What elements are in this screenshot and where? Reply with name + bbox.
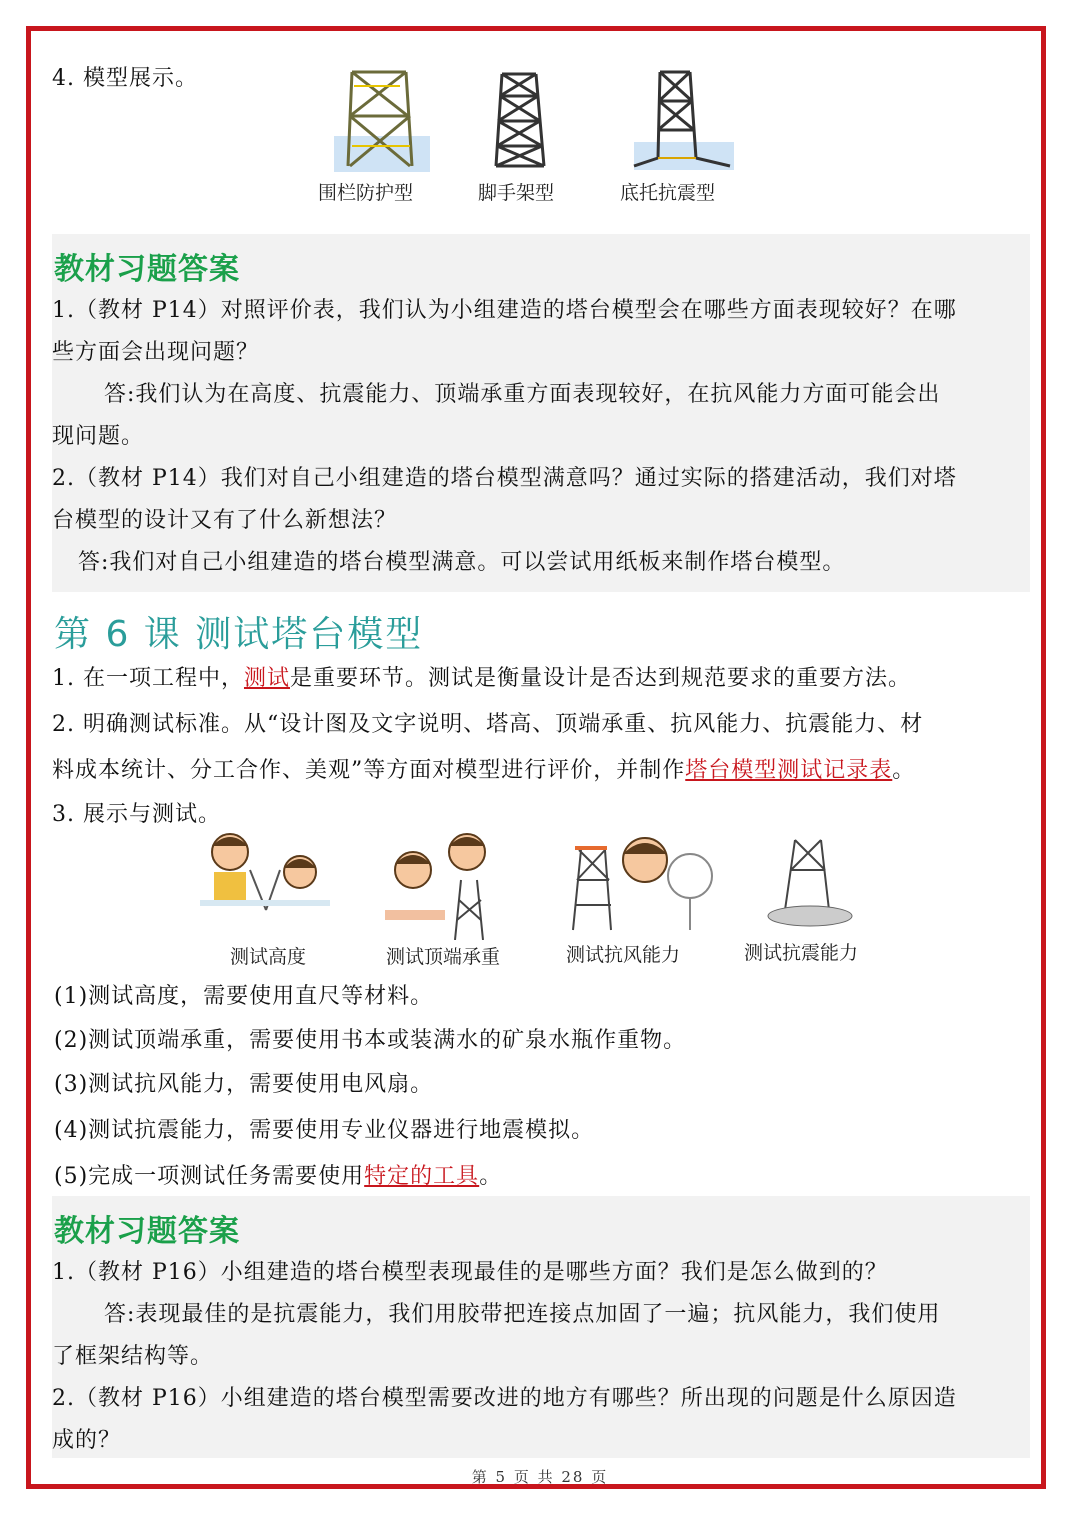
test-wind-image <box>573 838 712 930</box>
keyword-record-table: 塔台模型测试记录表 <box>685 758 893 783</box>
lesson-p2-line1: 2. 明确测试标准。从“设计图及文字说明、塔高、顶端承重、抗风能力、抗震能力、材 <box>52 712 924 737</box>
lesson-p1 <box>52 664 911 694</box>
lesson-p1-text-end: 是重要环节。测试是衡量设计是否达到规范要求的重要方法。 <box>290 666 912 691</box>
answer2-a1-line1: 答:表现最佳的是抗震能力，我们用胶带把连接点加固了一遍；抗风能力，我们使用 <box>104 1302 941 1327</box>
answer2-q1: 1.（教材 P16）小组建造的塔台模型表现最佳的是哪些方面？我们是怎么做到的？ <box>52 1260 888 1285</box>
answer1-a2: 答:我们对自己小组建造的塔台模型满意。可以尝试用纸板来制作塔台模型。 <box>78 550 846 575</box>
answer2-q2-line2: 成的？ <box>52 1428 122 1453</box>
lesson-p2-text-end: 。 <box>892 758 916 783</box>
caption-test-height: 测试高度 <box>230 946 307 968</box>
answer1-q1-line1: 1.（教材 P14）对照评价表，我们认为小组建造的塔台模型会在哪些方面表现较好？在哪 <box>52 298 957 323</box>
tower-antiseismic-image <box>634 72 734 170</box>
test-item-3: (3)测试抗风能力，需要使用电风扇。 <box>54 1072 434 1097</box>
keyword-specific-tools: 特定的工具 <box>364 1164 480 1189</box>
caption-test-topload: 测试顶端承重 <box>386 946 501 968</box>
answer2-q2-line1: 2.（教材 P16）小组建造的塔台模型需要改进的地方有哪些？所出现的问题是什么原因造 <box>52 1386 957 1411</box>
test-item-5-text: (5)完成一项测试任务需要使用 <box>54 1164 365 1189</box>
test-height-image <box>200 834 330 910</box>
answer1-a1-line2: 现问题。 <box>52 424 145 449</box>
test-topload-image <box>385 834 485 940</box>
model-show-title: 4. 模型展示。 <box>52 66 198 91</box>
tower-fence-image <box>334 72 430 172</box>
answers-heading-1: 教材习题答案 <box>54 252 240 287</box>
caption-antiseismic: 底托抗震型 <box>620 182 716 204</box>
answer1-a1-line1: 答:我们认为在高度、抗震能力、顶端承重方面表现较好，在抗风能力方面可能会出 <box>104 382 941 407</box>
test-item-5-text-end: 。 <box>479 1164 503 1189</box>
tower-models-figure <box>330 66 750 176</box>
answer1-q1-line2: 些方面会出现问题？ <box>52 340 260 365</box>
test-item-2: (2)测试顶端承重，需要使用书本或装满水的矿泉水瓶作重物。 <box>54 1028 687 1053</box>
test-illustrations <box>200 830 890 940</box>
page-number: 第 5 页 共 28 页 <box>471 1468 609 1486</box>
lesson-title: 第 6 课 测试塔台模型 <box>54 614 424 655</box>
lesson-p1-text: 1. 在一项工程中， <box>52 666 244 691</box>
caption-test-seismic: 测试抗震能力 <box>744 942 859 964</box>
caption-test-wind: 测试抗风能力 <box>566 944 681 966</box>
lesson-p3: 3. 展示与测试。 <box>52 802 221 827</box>
answer1-q2-line1: 2.（教材 P14）我们对自己小组建造的塔台模型满意吗？通过实际的搭建活动，我们对塔 <box>52 466 957 491</box>
test-seismic-image <box>768 840 852 926</box>
test-item-1: (1)测试高度，需要使用直尺等材料。 <box>54 984 434 1009</box>
tower-scaffold-image <box>496 74 544 166</box>
answer1-q2-line2: 台模型的设计又有了什么新想法？ <box>52 508 398 533</box>
lesson-p2-text: 料成本统计、分工合作、美观”等方面对模型进行评价，并制作 <box>52 758 686 783</box>
test-item-4: (4)测试抗震能力，需要使用专业仪器进行地震模拟。 <box>54 1118 595 1143</box>
test-item-5 <box>54 1162 502 1192</box>
keyword-test: 测试 <box>243 666 290 691</box>
caption-scaffold: 脚手架型 <box>478 182 555 204</box>
caption-fence: 围栏防护型 <box>318 182 414 204</box>
answer2-a1-line2: 了框架结构等。 <box>52 1344 214 1369</box>
answers-heading-2: 教材习题答案 <box>54 1214 240 1249</box>
lesson-p2-line2 <box>52 756 915 786</box>
